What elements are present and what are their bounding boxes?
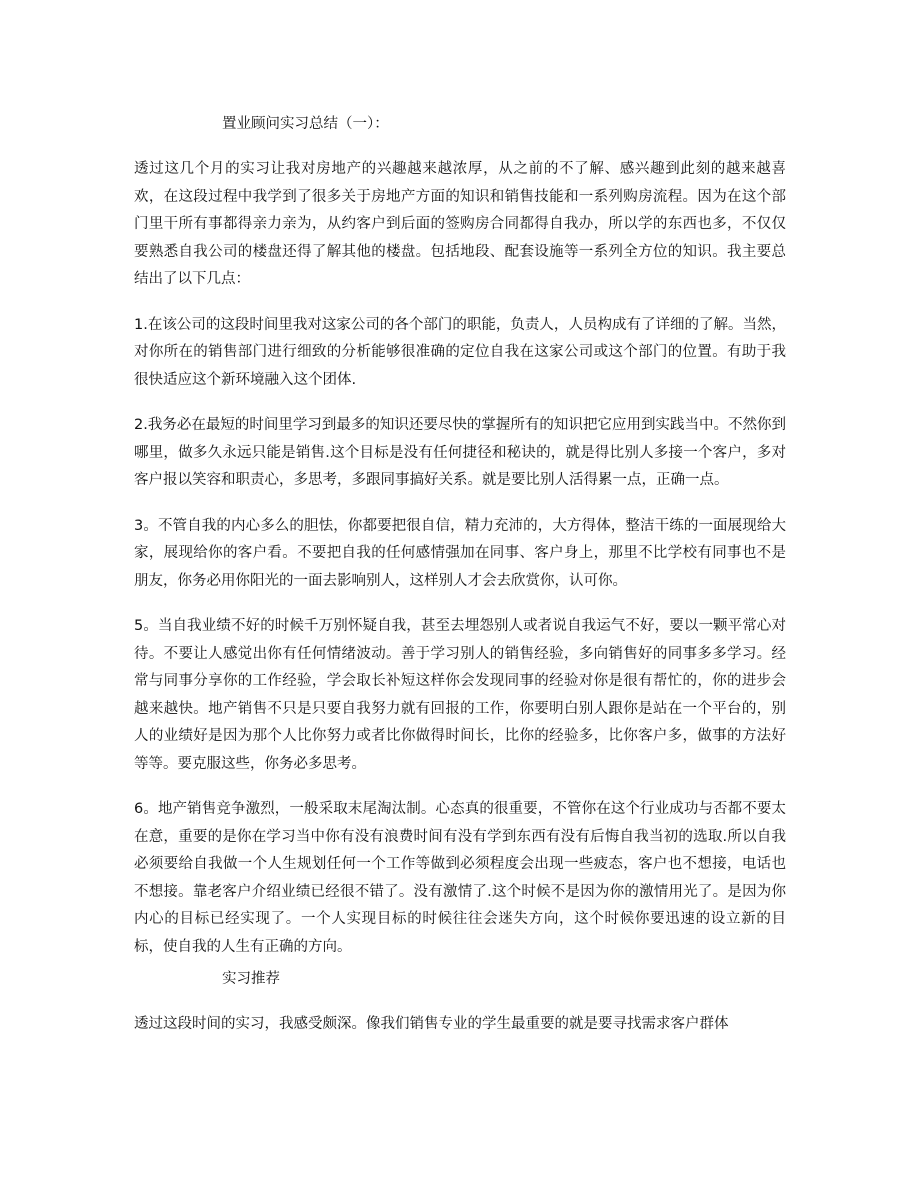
section-title-recommendation: 实习推荐 [222, 971, 280, 987]
document-title: 置业顾问实习总结（一）： [222, 116, 389, 132]
recommendation-paragraph: 透过这段时间的实习，我感受颇深。像我们销售专业的学生最重要的就是要寻找需求客户群体 [134, 1016, 729, 1032]
intro-paragraph: 透过这几个月的实习让我对房地产的兴趣越来越浓厚，从之前的不了解、感兴趣到此刻的越来越喜欢，在这段过程中我学到了很多关于房地产方面的知识和销售技能和一系列购房流程。因为在这个部门里干所有事都得亲力亲为，从约客户到后面的签购房合同都得自我办，所以学的东西也多，不仅仅要熟悉自我公司的楼盘还得了解其他的楼盘。包括地段、配套设施等一系列全方位的知识。我主要总结出了以下几点： [134, 161, 786, 287]
document-body [134, 110, 786, 1057]
point-paragraph-6: 6。地产销售竞争激烈，一般采取末尾淘汰制。心态真的很重要，不管你在这个行业成功与否都不要太在意，重要的是你在学习当中你有没有浪费时间有没有学到东西有没有后悔自我当初的选取.所以自我必须要给自我做一个人生规划任何一个工作等做到必须程度会出现一些疲态，客户也不想接，电话也不想接。靠老客户介绍业绩已经很不错了。没有激情了.这个时候不是因为你的激情用光了。是因为你内心的目标已经实现了。一个人实现目标的时候往往会迷失方向，这个时候你要迅速的设立新的目标，使自我的人生有正确的方向。 [134, 801, 786, 955]
point-paragraph-2: 2.我务必在最短的时间里学习到最多的知识还要尽快的掌握所有的知识把它应用到实践当中。不然你到哪里，做多久永远只能是销售.这个目标是没有任何捷径和秘诀的，就是得比别人多接一个客户，多对客户报以笑容和职责心，多思考，多跟同事搞好关系。就是要比别人活得累一点，正确一点。 [134, 417, 786, 488]
point-paragraph-3: 3。不管自我的内心多么的胆怯，你都要把很自信，精力充沛的，大方得体，整洁干练的一面展现给大家，展现给你的客户看。不要把自我的任何感情强加在同事、客户身上，那里不比学校有同事也不是朋友，你务必用你阳光的一面去影响别人，这样别人才会去欣赏你，认可你。 [134, 517, 786, 589]
point-paragraph-1: 1.在该公司的这段时间里我对这家公司的各个部门的职能，负责人，人员构成有了详细的了解。当然，对你所在的销售部门进行细致的分析能够很准确的定位自我在这家公司或这个部门的位置。有助于我很快适应这个新环境融入这个团体. [134, 316, 786, 388]
point-paragraph-5: 5。当自我业绩不好的时候千万别怀疑自我，甚至去埋怨别人或者说自我运气不好，要以一颗平常心对待。不要让人感觉出你有任何情绪波动。善于学习别人的销售经验，多向销售好的同事多多学习。经常与同事分享你的工作经验，学会取长补短这样你会发现同事的经验对你是很有帮忙的，你的进步会越来越快。地产销售不只是只要自我努力就有回报的工作，你要明白别人跟你是站在一个平台的，别人的业绩好是因为那个人比你努力或者比你做得时间长，比你的经验多，比你客户多，做事的方法好等等。要克服这些，你务必多思考。 [134, 618, 786, 772]
